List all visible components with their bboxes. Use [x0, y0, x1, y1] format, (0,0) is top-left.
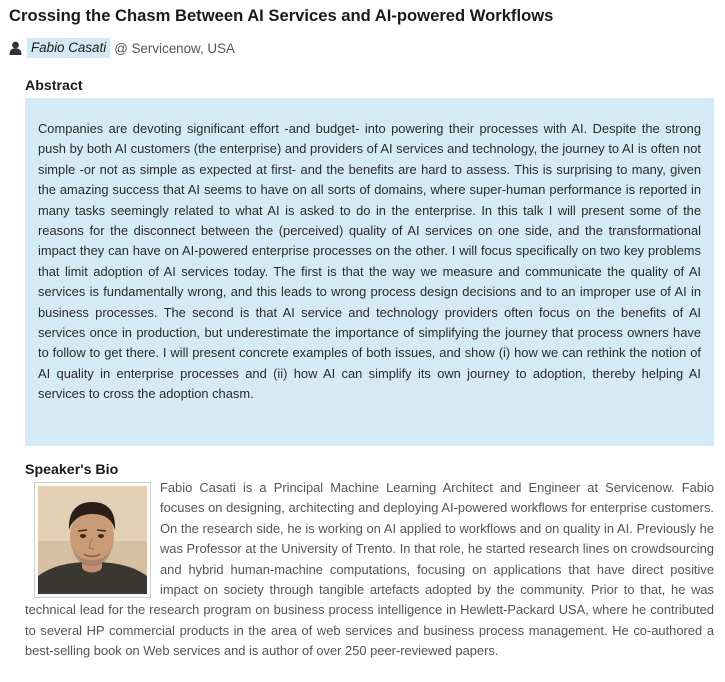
speaker-photo [34, 482, 151, 598]
author-byline [9, 37, 235, 59]
speaker-bio [25, 478, 714, 662]
bio-text: Fabio Casati is a Principal Machine Learning Architect and Engineer at Servicenow. Fabio focuses on designing, architecting and deploying AI-powered workflows for enterprise customers. On the research side, he is working on AI applied to workflows and on quality in AI. Previously he was Professor at the University of Trento. In that role, he started research lines on crowdsourcing and hybrid human-machine computations, focusing on applications that have direct positive impact on society through tangible artefacts adopted by the community. Prior to that, he was technical lead for the research program on business process intelligence in Hewlett-Packard USA, where he contributed to several HP commercial products in the area of web services and business process management. He co-authored a best-selling book on Web services and is author of over 250 peer-reviewed papers. [25, 480, 714, 659]
author-name[interactable]: Fabio Casati [27, 38, 110, 58]
speaker-portrait-image [38, 486, 147, 594]
abstract-heading: Abstract [25, 78, 83, 94]
abstract-text: Companies are devoting significant effort -and budget- into powering their processes with AI. Despite the strong push by both AI customers (the enterprise) and providers of AI services and technology, the journey to AI is often not simple -or not as simple as expected at first- and the benefits are hard to assess. This is surprising to many, given the amazing success that AI seems to have on all sorts of domains, where super-human performance is reported in many tasks seemingly related to what AI is asked to do in the enterprise. In this talk I will present some of the reasons for the disconnect between the (perceived) quality of AI services on one side, and the transformational impact they can have on AI-powered enterprise processes on the other. I will focus specifically on two key problems that limit adoption of AI services today. The first is that the way we measure and communicate the quality of AI services is fundamentally wrong, and this leads to wrong process design decisions and to an improper use of AI in business processes. The second is that AI service and technology providers often focus on the benefits of AI services once in production, but underestimate the importance of simplifying the journey that process owners have to follow to get there. I will present concrete examples of both issues, and show (i) how we can rethink the notion of AI quality in enterprise processes and (ii) how AI can simplify its own journey to adoption, thereby helping AI services to cross the adoption chasm. [38, 121, 701, 402]
author-affiliation: @ Servicenow, USA [114, 40, 235, 56]
page-title: Crossing the Chasm Between AI Services and AI-powered Workflows [9, 6, 554, 25]
person-icon [9, 41, 22, 55]
bio-heading: Speaker's Bio [25, 462, 119, 478]
abstract-box [25, 98, 714, 446]
